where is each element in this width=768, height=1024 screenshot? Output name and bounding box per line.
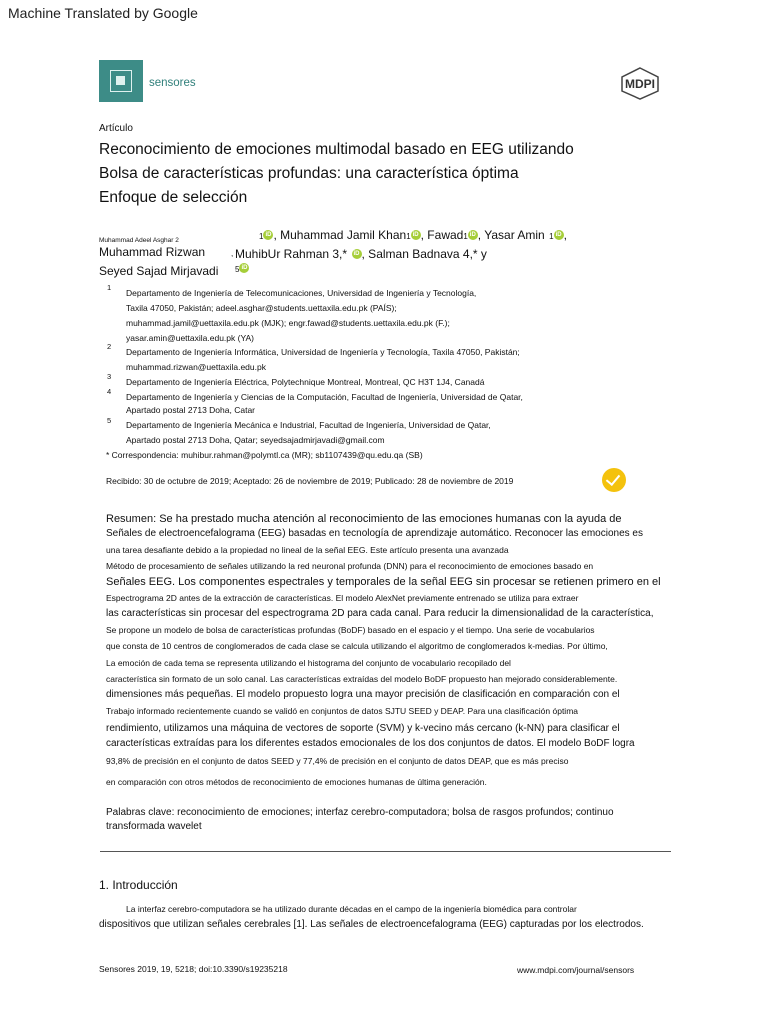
orcid-icon[interactable]: iD [469,231,476,238]
sensor-chip-icon [110,70,132,92]
author-name: , Salman Badnava 4,* y [361,247,487,261]
orcid-icon[interactable]: iD [412,231,419,238]
abstract-line: una tarea desafiante debido a la propiedad no lineal de la señal EEG. Este artículo presenta una avanzada [106,545,509,555]
title-line: Enfoque de selección [99,189,248,206]
affiliation-line: Departamento de Ingeniería Mecánica e Industrial, Facultad de Ingeniería, Universidad de Qatar, [126,420,491,430]
affiliation-line: Taxila 47050, Pakistán; adeel.asghar@students.uettaxila.edu.pk (PAÍS); [126,303,397,313]
affiliation-number: 1 [107,283,112,292]
affiliation-line: muhammad.rizwan@uettaxila.edu.pk [126,362,266,372]
affiliation-ref: 1 [259,232,264,241]
author-name: , Yasar Amin [477,228,545,242]
affiliation-line: muhammad.jamil@uettaxila.edu.pk (MJK); engr.fawad@students.uettaxila.edu.pk (F.); [126,318,450,328]
author-name: Muhammad Adeel Asghar 2 [99,237,179,244]
journal-logo [99,60,143,102]
author-line-2 [235,245,487,263]
machine-translation-banner: Machine Translated by Google [8,5,198,21]
publisher-name: MDPI [625,77,655,91]
section-heading: 1. Introducción [99,878,178,892]
abstract-line: en comparación con otros métodos de reconocimiento de emociones humanas de última generación. [106,777,487,787]
abstract-line: Resumen: Se ha prestado mucha atención al reconocimiento de las emociones humanas con la ayuda de [106,513,622,525]
abstract-line: Señales EEG. Los componentes espectrales y temporales de la señal EEG sin procesar se retienen primero en el [106,576,661,588]
abstract-line: las características sin procesar del espectrograma 2D para cada canal. Para reducir la dimensionalidad de la característica, [106,608,654,619]
abstract-line: Espectrograma 2D antes de la extracción de características. El modelo AlexNet previamente entrenado se utiliza para extraer [106,593,579,603]
affiliation-number: 4 [107,387,112,396]
section-divider [100,851,671,852]
abstract-line: Señales de electroencefalograma (EEG) basadas en tecnología de aprendizaje automático. Reconocer las emociones es [106,528,643,539]
author-line-3 [235,259,249,277]
affiliation-number: 2 [107,342,112,351]
affiliation-line: yasar.amin@uettaxila.edu.pk (YA) [126,333,255,343]
orcid-icon[interactable]: iD [241,264,248,271]
affiliation-line: Apartado postal 2713 Doha, Qatar; seyedsajadmirjavadi@gmail.com [126,435,385,445]
journal-name: sensores [149,77,196,89]
intro-line: dispositivos que utilizan señales cerebrales [1]. Las señales de electroencefalograma (EEG) capturadas por los electrodos. [99,919,644,930]
affiliation-line: Departamento de Ingeniería de Telecomunicaciones, Universidad de Ingeniería y Tecnología, [126,288,477,298]
affiliation-line: Apartado postal 2713 Doha, Catar [126,405,256,415]
author-name: , Muhammad Jamil Khan [273,228,407,242]
orcid-icon[interactable]: iD [555,231,562,238]
abstract-line: dimensiones más pequeñas. El modelo propuesto logra una mayor precisión de clasificación en comparación con el [106,689,620,700]
title-line: Reconocimiento de emociones multimodal basado en EEG utilizando [99,141,574,158]
author-separator: , [563,228,567,242]
abstract-line: rendimiento, utilizamos una máquina de vectores de soporte (SVM) y k-vecino más cercano (k-NN) para clasificar el [106,723,620,734]
affiliation-ref: 1 [406,232,411,241]
article-type: Artículo [99,123,133,134]
intro-line: La interfaz cerebro-computadora se ha utilizado durante décadas en el campo de la ingeniería biomédica para controlar [126,904,577,914]
affiliation-ref: 1 [549,232,554,241]
affiliation-line: Departamento de Ingeniería Eléctrica, Polytechnique Montreal, Montreal, QC H3T 1J4, Canadá [126,377,485,387]
affiliation-ref: 5 [235,265,240,274]
publisher-logo [612,66,668,100]
affiliation-line: Departamento de Ingeniería y Ciencias de la Computación, Facultad de Ingeniería, Universidad de Qatar, [126,392,523,402]
affiliation-number: 3 [107,372,112,381]
author-name: , Fawad [420,228,464,242]
keywords-line: Palabras clave: reconocimiento de emociones; interfaz cerebro-computadora; bolsa de rasgos profundos; continuo [106,807,614,818]
abstract-line: Trabajo informado recientemente cuando se validó en conjuntos de datos SJTU SEED y DEAP. Para una clasificación óptima [106,706,579,716]
affiliation-ref: 1 [463,232,468,241]
footer-citation: Sensores 2019, 19, 5218; doi:10.3390/s19235218 [99,964,288,974]
author-name: MuhibUr Rahman 3,* [235,247,348,261]
author-line-1 [259,226,567,244]
author-name: Seyed Sajad Mirjavadi [99,264,219,278]
keywords-line: transformada wavelet [106,821,202,832]
abstract-line: características extraídas para los diferentes estados emocionales de los dos conjuntos de datos. El modelo BoDF logra [106,738,635,749]
author-name: Muhammad Rizwan [99,245,206,259]
abstract-line: Método de procesamiento de señales utilizando la red neuronal profunda (DNN) para el reconocimiento de emociones basado en [106,561,594,571]
orcid-icon[interactable]: iD [265,231,272,238]
abstract-line: Se propone un modelo de bolsa de características profundas (BoDF) basado en el espacio y el tiempo. Una serie de vocabularios [106,625,595,635]
footer-url[interactable]: www.mdpi.com/journal/sensors [517,965,635,975]
publication-dates: Recibido: 30 de octubre de 2019; Aceptado: 26 de noviembre de 2019; Publicado: 28 de noviembre de 2019 [106,476,514,486]
title-line: Bolsa de características profundas: una característica óptima [99,165,519,182]
abstract-line: característica sin formato de un solo canal. Las características extraídas del modelo BoDF propuesto han mejorado considerablemente. [106,674,618,684]
abstract-line: La emoción de cada tema se representa utilizando el histograma del conjunto de vocabulario recopilado del [106,658,511,668]
affiliation-line: Departamento de Ingeniería Informática, Universidad de Ingeniería y Tecnología, Taxila 47050, Pakistán; [126,347,520,357]
correspondence: * Correspondencia: muhibur.rahman@polymtl.ca (MR); sb1107439@qu.edu.qa (SB) [106,450,423,460]
author-separator: , [231,249,234,258]
affiliation-number: 5 [107,416,112,425]
orcid-icon[interactable]: iD [353,250,360,257]
abstract-line: que consta de 10 centros de conglomerados de cada clase se calcula utilizando el algoritmo de conglomerados k-medias. Por último, [106,641,608,651]
check-for-updates-icon[interactable] [602,468,626,492]
abstract-line: 93,8% de precisión en el conjunto de datos SEED y 77,4% de precisión en el conjunto de datos DEAP, que es más preciso [106,756,569,766]
